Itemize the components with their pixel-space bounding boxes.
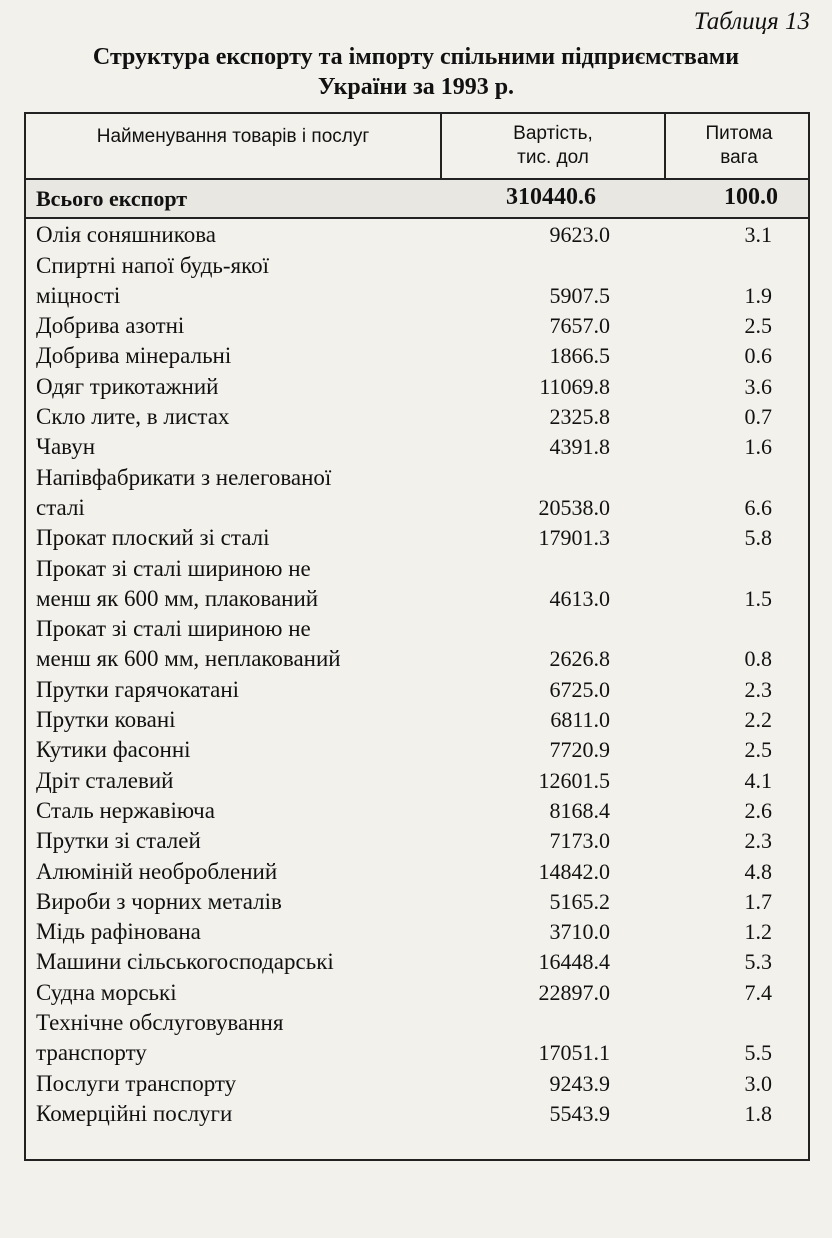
row-name-line: транспорту bbox=[36, 1040, 147, 1066]
row-share: 1.8 bbox=[744, 1100, 772, 1126]
row-name bbox=[36, 766, 436, 796]
row-share: 7.4 bbox=[744, 979, 772, 1005]
row-name-line: Чавун bbox=[36, 434, 96, 460]
row-value: 9243.9 bbox=[549, 1070, 610, 1096]
table-row bbox=[26, 705, 808, 735]
row-name-line: Добрива мінеральні bbox=[36, 343, 232, 369]
row-name-line: Добрива азотні bbox=[36, 313, 185, 339]
row-name-line: Машини сільськогосподарські bbox=[36, 949, 334, 975]
row-value: 17051.1 bbox=[538, 1040, 610, 1066]
row-name-line: Прокат зі сталі шириною не bbox=[36, 616, 311, 642]
row-name-line: Прутки ковані bbox=[36, 707, 176, 733]
row-share: 3.0 bbox=[744, 1070, 772, 1096]
header-share-line-2: вага bbox=[720, 147, 758, 168]
row-share: 5.3 bbox=[744, 949, 772, 975]
row-name-line: менш як 600 мм, плакований bbox=[36, 585, 319, 611]
row-name bbox=[36, 735, 436, 765]
row-name bbox=[36, 978, 436, 1008]
row-share: 2.3 bbox=[744, 676, 772, 702]
table-row bbox=[26, 523, 808, 553]
table-row bbox=[26, 341, 808, 371]
row-name-line: сталі bbox=[36, 494, 85, 520]
table-row bbox=[26, 1008, 808, 1069]
row-share: 1.5 bbox=[744, 585, 772, 611]
table-row bbox=[26, 735, 808, 765]
row-name-line: Судна морські bbox=[36, 979, 177, 1005]
row-name-line: менш як 600 мм, неплакований bbox=[36, 646, 341, 672]
table-row bbox=[26, 796, 808, 826]
table-row bbox=[26, 887, 808, 917]
table-label: Таблиця 13 bbox=[693, 8, 810, 35]
row-value: 1866.5 bbox=[549, 343, 610, 369]
row-value: 4613.0 bbox=[549, 585, 610, 611]
table-row bbox=[26, 675, 808, 705]
row-name bbox=[36, 947, 436, 977]
row-value: 7720.9 bbox=[549, 737, 610, 763]
row-name-line: Послуги транспорту bbox=[36, 1070, 237, 1096]
row-name-line: Олія соняшникова bbox=[36, 222, 217, 248]
row-name bbox=[36, 705, 436, 735]
table-row bbox=[26, 311, 808, 341]
row-name-line: Сталь нержавіюча bbox=[36, 797, 215, 823]
table-row bbox=[26, 826, 808, 856]
row-share: 5.5 bbox=[744, 1040, 772, 1066]
table-row bbox=[26, 220, 808, 250]
row-name-line: Напівфабрикати з нелегованої bbox=[36, 464, 332, 490]
header-share bbox=[666, 122, 812, 170]
row-value: 6725.0 bbox=[549, 676, 610, 702]
total-share: 100.0 bbox=[724, 184, 778, 210]
row-name-line: Прутки гарячокатані bbox=[36, 676, 240, 702]
header-share-line-1: Питома bbox=[705, 123, 773, 144]
table-title-line-2: України за 1993 р. bbox=[317, 74, 515, 100]
row-share: 4.1 bbox=[744, 767, 772, 793]
row-name bbox=[36, 857, 436, 887]
row-name bbox=[36, 1099, 436, 1129]
row-share: 2.6 bbox=[744, 797, 772, 823]
header-value-line-2: тис. дол bbox=[517, 147, 589, 168]
row-value: 7657.0 bbox=[549, 313, 610, 339]
row-name-line: Спиртні напої будь-якої bbox=[36, 252, 270, 278]
row-value: 17901.3 bbox=[538, 525, 610, 551]
row-name bbox=[36, 1069, 436, 1099]
row-name-line: Вироби з чорних металів bbox=[36, 888, 282, 914]
row-value: 4391.8 bbox=[549, 434, 610, 460]
table-row bbox=[26, 553, 808, 614]
row-name bbox=[36, 1008, 436, 1068]
header-value-line-1: Вартість, bbox=[513, 123, 593, 144]
row-name bbox=[36, 887, 436, 917]
table-row bbox=[26, 614, 808, 675]
row-value: 5543.9 bbox=[549, 1100, 610, 1126]
row-name bbox=[36, 826, 436, 856]
row-name bbox=[36, 614, 436, 674]
row-share: 6.6 bbox=[744, 494, 772, 520]
row-value: 7173.0 bbox=[549, 828, 610, 854]
row-value: 2626.8 bbox=[549, 646, 610, 672]
row-name bbox=[36, 341, 436, 371]
row-share: 2.5 bbox=[744, 313, 772, 339]
row-name-line: Прокат зі сталі шириною не bbox=[36, 555, 311, 581]
row-name-line: Алюміній необроблений bbox=[36, 858, 278, 884]
row-share: 3.1 bbox=[744, 222, 772, 248]
row-share: 0.6 bbox=[744, 343, 772, 369]
row-share: 0.8 bbox=[744, 646, 772, 672]
table-row bbox=[26, 917, 808, 947]
table-row bbox=[26, 1068, 808, 1098]
row-value: 8168.4 bbox=[549, 797, 610, 823]
row-name bbox=[36, 523, 436, 553]
row-name bbox=[36, 220, 436, 250]
table-row bbox=[26, 856, 808, 886]
table-row bbox=[26, 402, 808, 432]
table-row bbox=[26, 462, 808, 523]
header-value bbox=[442, 122, 664, 170]
row-name-line: Комерційні послуги bbox=[36, 1100, 233, 1126]
row-value: 20538.0 bbox=[538, 494, 610, 520]
table-row bbox=[26, 432, 808, 462]
total-row bbox=[26, 180, 808, 219]
row-name bbox=[36, 311, 436, 341]
row-value: 5165.2 bbox=[549, 888, 610, 914]
table-row bbox=[26, 372, 808, 402]
row-name-line: міцності bbox=[36, 282, 121, 308]
row-name bbox=[36, 372, 436, 402]
row-share: 1.2 bbox=[744, 919, 772, 945]
table-title-line-1: Структура експорту та імпорту спільними підприємствами bbox=[92, 44, 740, 70]
row-name bbox=[36, 796, 436, 826]
row-name-line: Прутки зі сталей bbox=[36, 828, 201, 854]
row-share: 4.8 bbox=[744, 858, 772, 884]
row-name bbox=[36, 463, 436, 523]
row-share: 2.3 bbox=[744, 828, 772, 854]
row-name bbox=[36, 675, 436, 705]
row-value: 6811.0 bbox=[550, 707, 610, 733]
row-value: 9623.0 bbox=[549, 222, 610, 248]
row-name-line: Одяг трикотажний bbox=[36, 373, 219, 399]
row-value: 3710.0 bbox=[549, 919, 610, 945]
row-name-line: Дріт сталевий bbox=[36, 767, 174, 793]
table-row bbox=[26, 250, 808, 311]
row-share: 5.8 bbox=[744, 525, 772, 551]
row-share: 2.5 bbox=[744, 737, 772, 763]
row-value: 11069.8 bbox=[539, 373, 610, 399]
table-row bbox=[26, 978, 808, 1008]
row-name-line: Технічне обслуговування bbox=[36, 1010, 284, 1036]
row-name-line: Кутики фасонні bbox=[36, 737, 191, 763]
row-name-line: Прокат плоский зі сталі bbox=[36, 525, 270, 551]
row-share: 1.6 bbox=[744, 434, 772, 460]
header-name: Найменування товарів і послуг bbox=[96, 126, 370, 147]
table-row bbox=[26, 1099, 808, 1129]
total-value: 310440.6 bbox=[506, 184, 596, 210]
row-name bbox=[36, 251, 436, 311]
row-value: 22897.0 bbox=[538, 979, 610, 1005]
row-value: 16448.4 bbox=[538, 949, 610, 975]
export-table bbox=[24, 112, 810, 1161]
row-value: 14842.0 bbox=[538, 858, 610, 884]
table-row bbox=[26, 765, 808, 795]
row-share: 1.9 bbox=[744, 282, 772, 308]
table-row bbox=[26, 947, 808, 977]
row-share: 3.6 bbox=[744, 373, 772, 399]
row-share: 2.2 bbox=[744, 707, 772, 733]
row-name-line: Мідь рафінована bbox=[36, 919, 201, 945]
row-share: 1.7 bbox=[744, 888, 772, 914]
row-value: 12601.5 bbox=[538, 767, 610, 793]
row-name bbox=[36, 554, 436, 614]
row-value: 5907.5 bbox=[549, 282, 610, 308]
row-name bbox=[36, 432, 436, 462]
row-value: 2325.8 bbox=[549, 404, 610, 430]
total-name: Всього експорт bbox=[36, 186, 188, 211]
table-header bbox=[26, 114, 808, 180]
row-name bbox=[36, 917, 436, 947]
row-name-line: Скло лите, в листах bbox=[36, 404, 230, 430]
row-name bbox=[36, 402, 436, 432]
row-share: 0.7 bbox=[744, 404, 772, 430]
